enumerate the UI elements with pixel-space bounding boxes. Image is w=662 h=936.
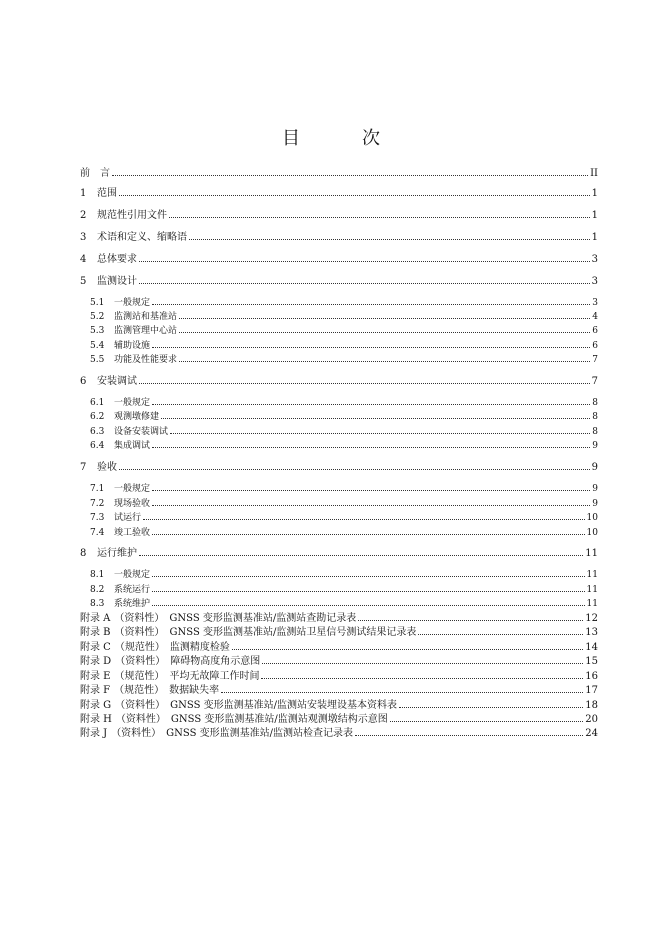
toc-entry-page: 6 — [592, 341, 598, 351]
toc-entry-page: II — [590, 168, 598, 179]
leader-dots — [152, 605, 585, 606]
toc-entry-number: 5 — [80, 276, 87, 287]
toc-entry[interactable] — [80, 185, 598, 199]
toc-entry-page: 6 — [592, 326, 598, 336]
toc-entry-page: 3 — [591, 276, 598, 287]
toc-entry-label: 一般规定 — [114, 570, 151, 580]
toc-entry-page: 15 — [585, 656, 598, 667]
toc-entry-label: （规范性） 数据缺失率 — [114, 685, 220, 696]
toc-entry-number: 2 — [80, 210, 87, 221]
toc-entry-page: 9 — [591, 462, 598, 473]
toc-entry[interactable] — [80, 437, 598, 451]
leader-dots — [390, 721, 584, 722]
toc-entry-number: 5.2 — [90, 312, 105, 322]
toc-entry[interactable] — [80, 251, 598, 265]
leader-dots — [152, 591, 585, 592]
leader-dots — [152, 447, 590, 448]
leader-dots — [112, 175, 588, 176]
toc-entry-label: 术语和定义、缩略语 — [97, 232, 187, 243]
toc-entry-label: 辅助设施 — [114, 341, 151, 351]
toc-entry-label: 观测墩修建 — [114, 412, 160, 422]
toc-entry-page: 11 — [585, 548, 598, 559]
toc-entry-page: 1 — [591, 232, 598, 243]
toc-entry[interactable] — [80, 229, 598, 243]
toc-entry-label: 一般规定 — [114, 398, 151, 408]
toc-entry-number: 附录 B — [80, 627, 111, 638]
leader-dots — [418, 634, 583, 635]
toc-entry-number: 6 — [80, 376, 87, 387]
leader-dots — [179, 361, 590, 362]
toc-entry-number: 1 — [80, 188, 87, 199]
toc-entry-number: 8.3 — [90, 599, 105, 609]
toc-entry[interactable] — [80, 725, 598, 739]
leader-dots — [119, 469, 590, 470]
leader-dots — [358, 620, 583, 621]
toc-entry-page: 8 — [592, 412, 598, 422]
toc-entry-number: 5.4 — [90, 341, 105, 351]
toc-entry-page: 14 — [585, 642, 598, 653]
leader-dots — [161, 418, 590, 419]
toc-entry-number: 6.1 — [90, 398, 105, 408]
toc-entry-number: 附录 A — [80, 613, 111, 624]
toc-entry-number: 7.4 — [90, 528, 105, 538]
toc-entry-label: 集成调试 — [114, 441, 151, 451]
toc-entry-label: （资料性） GNSS 变形监测基准站/监测站安装埋设基本资料表 — [115, 700, 397, 711]
toc-entry[interactable] — [80, 294, 598, 308]
toc-entry[interactable] — [80, 394, 598, 408]
leader-dots — [139, 555, 583, 556]
toc-entry-number: 附录 D — [80, 656, 112, 667]
toc-entry[interactable] — [80, 653, 598, 667]
leader-dots — [262, 663, 583, 664]
toc-entry[interactable] — [80, 480, 598, 494]
toc-entry-label: （资料性） GNSS 变形监测基准站/监测站查勘记录表 — [114, 613, 357, 624]
page-title: 目 次 — [282, 128, 402, 149]
toc-entry[interactable] — [80, 408, 598, 422]
toc-entry[interactable] — [80, 337, 598, 351]
toc-entry[interactable] — [80, 610, 598, 624]
toc-entry[interactable] — [80, 668, 598, 682]
toc-entry-label: （资料性） GNSS 变形监测基准站/监测站卫星信号测试结果记录表 — [114, 627, 417, 638]
toc-entry-page: 7 — [591, 376, 598, 387]
leader-dots — [189, 239, 590, 240]
leader-dots — [152, 404, 590, 405]
toc-entry-label: （规范性） 监测精度检验 — [114, 642, 230, 653]
toc-entry-page: 11 — [586, 585, 598, 595]
toc-entry-page: 3 — [592, 298, 598, 308]
toc-entry[interactable] — [80, 581, 598, 595]
toc-entry-number: 前 言 — [80, 168, 110, 179]
leader-dots — [119, 195, 590, 196]
leader-dots — [355, 735, 583, 736]
toc-entry-number: 5.5 — [90, 355, 105, 365]
leader-dots — [170, 433, 590, 434]
toc-entry-page: 9 — [592, 441, 598, 451]
toc-entry-page: 8 — [592, 398, 598, 408]
toc-entry[interactable] — [80, 545, 598, 559]
toc-entry-number: 附录 J — [80, 728, 108, 739]
toc-entry-label: 系统运行 — [114, 585, 151, 595]
toc-entry-label: 功能及性能要求 — [114, 355, 178, 365]
toc-entry-number: 4 — [80, 254, 87, 265]
leader-dots — [399, 707, 583, 708]
toc-entry-number: 3 — [80, 232, 87, 243]
toc-entry-number: 附录 G — [80, 700, 112, 711]
toc-entry-number: 7.3 — [90, 513, 105, 523]
toc-entry-label: 监测设计 — [97, 276, 137, 287]
toc-entry-label: 现场验收 — [114, 499, 151, 509]
toc-entry-number: 附录 C — [80, 642, 111, 653]
toc-entry-page: 7 — [592, 355, 598, 365]
toc-entry[interactable] — [80, 682, 598, 696]
toc-entry[interactable] — [80, 351, 598, 365]
toc-entry-page: 24 — [585, 728, 598, 739]
toc-entry-page: 1 — [591, 188, 598, 199]
toc-entry-label: 安装调试 — [97, 376, 137, 387]
toc-entry[interactable] — [80, 697, 598, 711]
toc-entry-number: 8.1 — [90, 570, 105, 580]
toc-entry[interactable] — [80, 273, 598, 287]
leader-dots — [261, 678, 583, 679]
toc-entry-page: 8 — [592, 427, 598, 437]
toc-entry-page: 18 — [585, 700, 598, 711]
toc-entry[interactable] — [80, 423, 598, 437]
toc-entry-label: 规范性引用文件 — [97, 210, 167, 221]
toc-entry-page: 16 — [585, 671, 598, 682]
toc-entry-number: 8 — [80, 548, 87, 559]
leader-dots — [139, 283, 590, 284]
toc-entry-page: 10 — [586, 513, 598, 523]
toc-entry-number: 7 — [80, 462, 87, 473]
toc-entry[interactable] — [80, 595, 598, 609]
toc-entry[interactable] — [80, 711, 598, 725]
toc-entry-number: 6.2 — [90, 412, 105, 422]
toc-entry[interactable] — [80, 509, 598, 523]
toc-entry[interactable] — [80, 373, 598, 387]
toc-entry-page: 1 — [591, 210, 598, 221]
toc-entry-label: （规范性） 平均无故障工作时间 — [114, 671, 260, 682]
toc-entry-number: 7.1 — [90, 484, 105, 494]
toc-entry[interactable] — [80, 322, 598, 336]
leader-dots — [143, 519, 585, 520]
toc-entry-label: （资料性） GNSS 变形监测基准站/监测站检查记录表 — [111, 728, 353, 739]
toc-entry-page: 11 — [586, 570, 598, 580]
toc-entry[interactable] — [80, 639, 598, 653]
toc-entry-page: 11 — [586, 599, 598, 609]
toc-entry[interactable] — [80, 207, 598, 221]
leader-dots — [152, 347, 590, 348]
toc-entry-label: 系统维护 — [114, 599, 151, 609]
toc-entry-page: 13 — [585, 627, 598, 638]
toc-entry-label: 总体要求 — [97, 254, 137, 265]
toc-entry-page: 3 — [591, 254, 598, 265]
toc-entry[interactable] — [80, 495, 598, 509]
leader-dots — [152, 505, 590, 506]
toc-entry[interactable] — [80, 308, 598, 322]
toc-entry-number: 附录 E — [80, 671, 111, 682]
toc-entry-label: 验收 — [97, 462, 117, 473]
leader-dots — [152, 534, 585, 535]
toc-entry[interactable] — [80, 524, 598, 538]
leader-dots — [169, 217, 590, 218]
toc-entry-label: 监测站和基准站 — [114, 312, 178, 322]
leader-dots — [139, 383, 590, 384]
toc-entry-label: （资料性） GNSS 变形监测基准站/监测站观测墩结构示意图 — [115, 714, 388, 725]
toc-entry-label: 运行维护 — [97, 548, 137, 559]
toc-entry-number: 7.2 — [90, 499, 105, 509]
toc-entry-label: 试运行 — [114, 513, 142, 523]
toc-entry-number: 8.2 — [90, 585, 105, 595]
toc-entry-page: 10 — [586, 528, 598, 538]
leader-dots — [152, 490, 590, 491]
toc-entry-page: 12 — [585, 613, 598, 624]
leader-dots — [179, 332, 590, 333]
toc-entry-page: 9 — [592, 499, 598, 509]
toc-entry-number: 6.3 — [90, 427, 105, 437]
toc-entry-number: 附录 H — [80, 714, 112, 725]
toc-entry-page: 20 — [585, 714, 598, 725]
toc-entry-page: 4 — [592, 312, 598, 322]
toc-entry-label: 范围 — [97, 188, 117, 199]
toc-entry[interactable] — [80, 459, 598, 473]
toc-entry-label: 监测管理中心站 — [114, 326, 178, 336]
toc-entry-label: 一般规定 — [114, 298, 151, 308]
toc-entry-label: （资料性） 障碍物高度角示意图 — [115, 656, 261, 667]
leader-dots — [152, 576, 585, 577]
toc-entry[interactable] — [80, 624, 598, 638]
toc-entry-page: 17 — [585, 685, 598, 696]
leader-dots — [139, 261, 590, 262]
toc-entry-number: 5.3 — [90, 326, 105, 336]
leader-dots — [221, 692, 583, 693]
toc-entry-number: 5.1 — [90, 298, 105, 308]
leader-dots — [179, 318, 590, 319]
toc-entry[interactable] — [80, 566, 598, 580]
toc-entry-label: 设备安装调试 — [114, 427, 169, 437]
toc-entry-label: 竣工验收 — [114, 528, 151, 538]
toc-entry-number: 附录 F — [80, 685, 111, 696]
toc-entry-number: 6.4 — [90, 441, 105, 451]
toc-entry-label: 一般规定 — [114, 484, 151, 494]
toc-entry[interactable] — [80, 165, 598, 179]
leader-dots — [232, 649, 583, 650]
toc-entry-page: 9 — [592, 484, 598, 494]
leader-dots — [152, 304, 590, 305]
